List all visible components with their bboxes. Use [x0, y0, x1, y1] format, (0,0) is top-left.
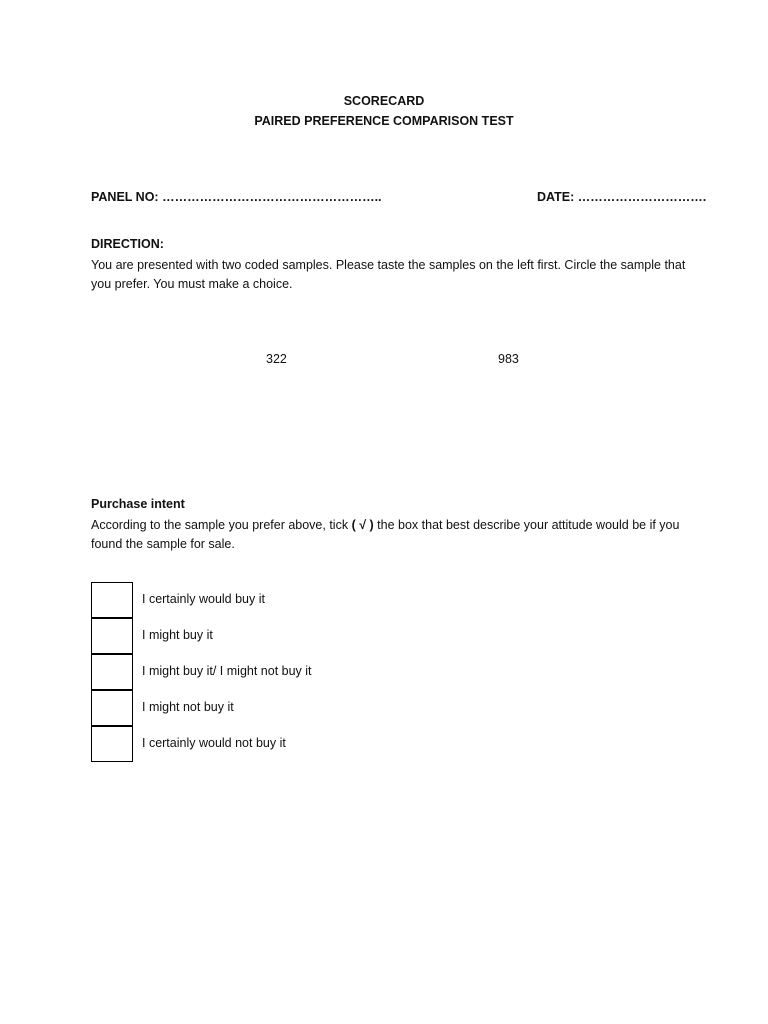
purchase-intent-text-after: the box that best describe your attitude would be if you found the sample for sale.: [91, 518, 680, 551]
option-label: I might not buy it: [142, 700, 234, 714]
option-label: I might buy it/ I might not buy it: [142, 664, 312, 678]
option-checkbox[interactable]: [91, 618, 133, 654]
date-field: DATE: ………………………….: [537, 190, 707, 204]
option-label: I certainly would buy it: [142, 592, 265, 606]
option-row: [91, 690, 491, 726]
sample-code-right[interactable]: 983: [498, 352, 519, 366]
option-checkbox[interactable]: [91, 726, 133, 762]
purchase-intent-text: [91, 516, 691, 554]
purchase-intent-text-before: According to the sample you prefer above, tick: [91, 518, 352, 532]
option-row: [91, 618, 491, 654]
panel-number-field: PANEL NO: ……………………………………………..: [91, 190, 382, 204]
page-subtitle: PAIRED PREFERENCE COMPARISON TEST: [254, 114, 514, 128]
option-checkbox[interactable]: [91, 690, 133, 726]
option-label: I might buy it: [142, 628, 213, 642]
option-checkbox[interactable]: [91, 582, 133, 618]
option-label: I certainly would not buy it: [142, 736, 286, 750]
tick-symbol: ( √ ): [351, 518, 374, 532]
direction-text: You are presented with two coded samples. Please taste the samples on the left first. Circle the sample that you prefer. You must make a choice.: [91, 258, 686, 291]
option-row: [91, 726, 491, 762]
sample-code-left[interactable]: 322: [266, 352, 287, 366]
page-title: SCORECARD: [343, 94, 425, 108]
direction-heading: DIRECTION:: [91, 237, 164, 251]
option-row: [91, 654, 491, 690]
option-row: [91, 582, 491, 618]
purchase-intent-heading: Purchase intent: [91, 497, 185, 511]
option-checkbox[interactable]: [91, 654, 133, 690]
